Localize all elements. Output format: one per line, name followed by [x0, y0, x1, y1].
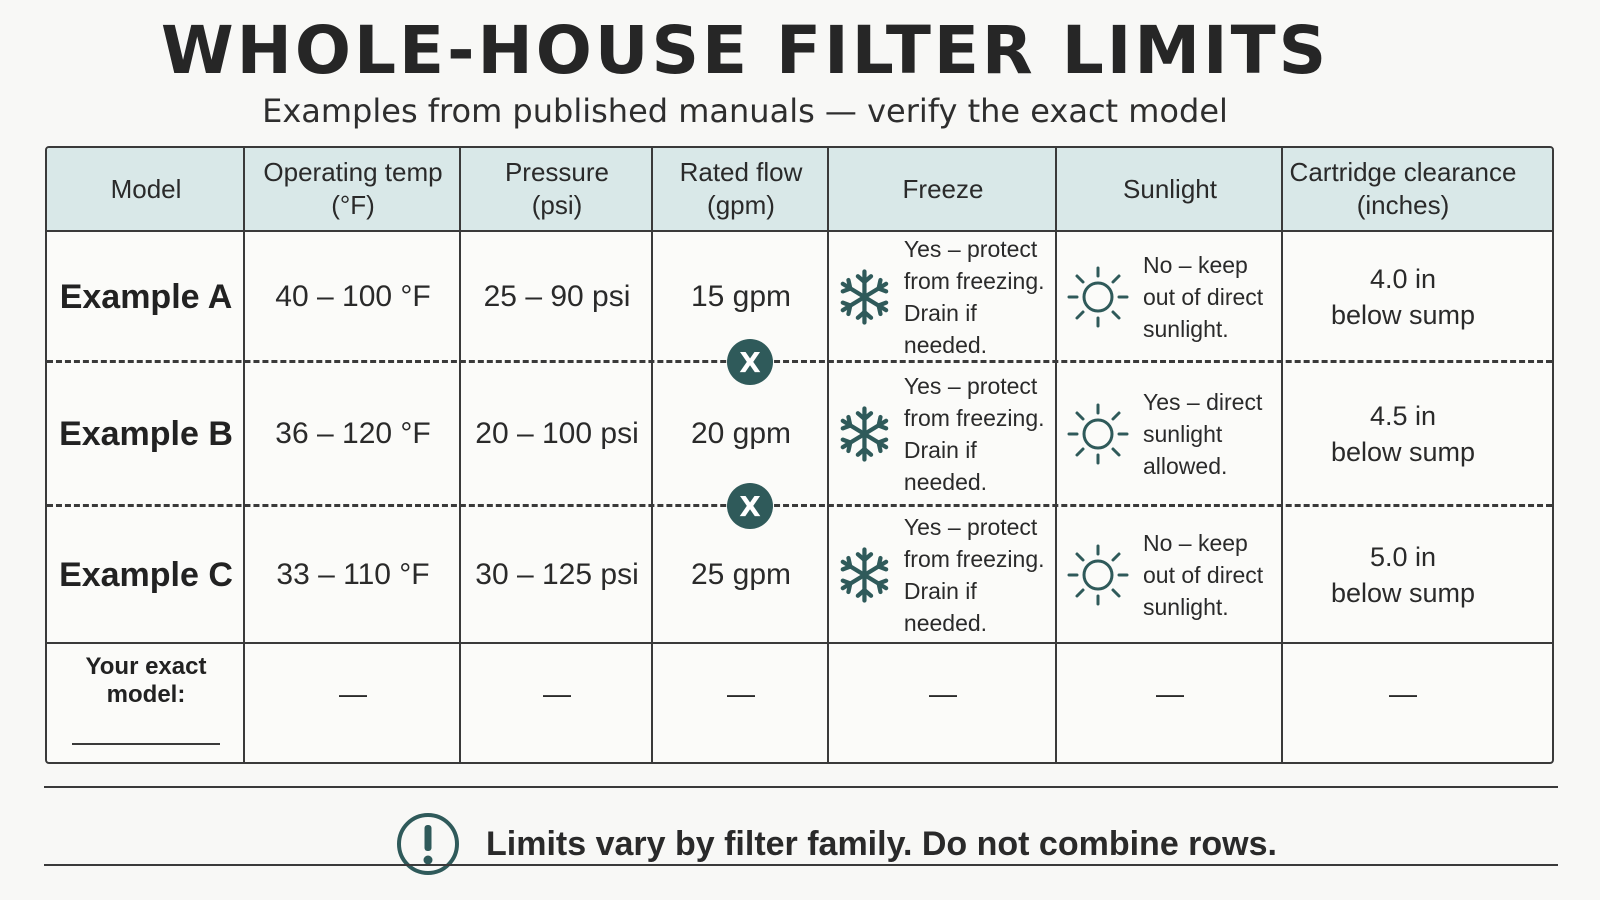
snowflake-icon	[839, 404, 890, 464]
warning-note-text: Limits vary by filter family. Do not combine rows.	[486, 824, 1277, 863]
row-separator-dashed	[47, 504, 1552, 507]
your-temp-blank: —	[339, 678, 367, 709]
page-subtitle: Examples from published manuals — verify the exact model	[262, 92, 1228, 130]
table-row	[47, 364, 1552, 504]
x-mark-icon: X	[727, 483, 773, 529]
row-freeze: Yes – protect from freezing. Drain if needed.	[829, 508, 1057, 642]
your-sunlight-blank: —	[1156, 678, 1184, 709]
snowflake-icon	[839, 267, 890, 327]
row-flow: 20 gpm	[690, 417, 792, 450]
table-row	[47, 508, 1552, 642]
row-sunlight: No – keep out of direct sunlight.	[1057, 508, 1283, 642]
your-clearance-blank: —	[1389, 678, 1417, 709]
row-model: Example B	[59, 414, 233, 453]
your-pressure-blank: —	[543, 678, 571, 709]
row-pressure: 20 – 100 psi	[475, 417, 639, 450]
row-flow: 15 gpm	[690, 280, 792, 313]
your-freeze-blank: —	[929, 678, 957, 709]
table-row	[47, 232, 1552, 362]
your-model-blank-line	[72, 743, 220, 745]
row-pressure: 30 – 125 psi	[475, 558, 639, 591]
row-clearance: 5.0 in below sump	[1330, 542, 1476, 608]
row-flow: 25 gpm	[690, 558, 792, 591]
warning-note	[396, 812, 1277, 876]
page-title: WHOLE-HOUSE FILTER LIMITS	[160, 12, 1330, 89]
sun-icon	[1067, 403, 1129, 465]
header-pressure: Pressure (psi)	[504, 157, 610, 220]
row-model: Example A	[59, 277, 233, 316]
row-clearance: 4.0 in below sump	[1330, 264, 1476, 330]
exclamation-circle-icon	[396, 812, 460, 876]
divider-bottom	[44, 864, 1558, 866]
sun-icon	[1067, 544, 1129, 606]
header-rated-flow: Rated flow (gpm)	[679, 157, 803, 220]
snowflake-icon	[839, 545, 890, 605]
row-sunlight: No – keep out of direct sunlight.	[1057, 232, 1283, 362]
limits-table	[45, 146, 1554, 764]
header-model: Model	[110, 173, 182, 204]
row-separator-dashed	[47, 360, 1552, 363]
header-freeze: Freeze	[902, 173, 984, 204]
sun-icon	[1067, 266, 1129, 328]
row-pressure: 25 – 90 psi	[483, 280, 631, 313]
divider-top	[44, 786, 1558, 788]
row-freeze: Yes – protect from freezing. Drain if needed.	[829, 232, 1057, 362]
your-model-row	[47, 644, 1552, 764]
header-cartridge-clearance: Cartridge clearance (inches)	[1289, 157, 1517, 220]
x-mark-icon: X	[727, 339, 773, 385]
row-freeze: Yes – protect from freezing. Drain if needed.	[829, 364, 1057, 504]
row-clearance: 4.5 in below sump	[1330, 401, 1476, 467]
row-model: Example C	[59, 555, 233, 594]
your-model-label: Your exact model:	[85, 653, 207, 708]
header-operating-temp: Operating temp (°F)	[263, 157, 443, 220]
row-temp: 33 – 110 °F	[276, 558, 430, 591]
your-model-cell	[47, 644, 245, 754]
header-sunlight: Sunlight	[1123, 173, 1217, 204]
row-temp: 40 – 100 °F	[275, 280, 431, 313]
table-header-row	[47, 148, 1552, 232]
row-sunlight: Yes – direct sunlight allowed.	[1057, 364, 1283, 504]
your-flow-blank: —	[727, 678, 755, 709]
row-temp: 36 – 120 °F	[275, 417, 431, 450]
